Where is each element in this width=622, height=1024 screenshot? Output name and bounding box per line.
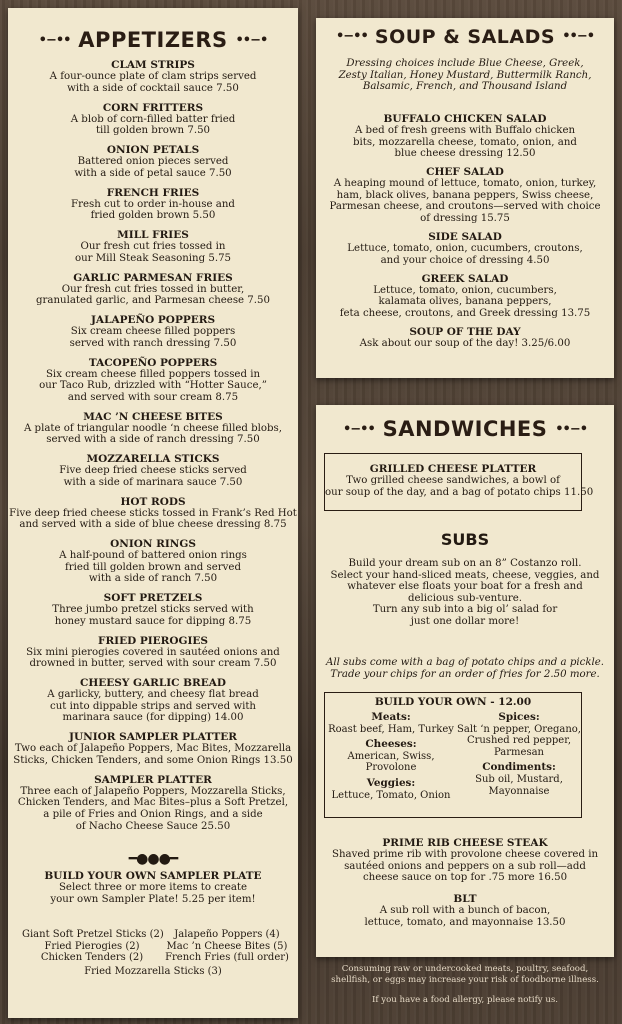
item-description bbox=[8, 199, 298, 222]
item-description bbox=[8, 114, 298, 137]
menu-item bbox=[8, 496, 298, 531]
desc-line: American, Swiss, bbox=[347, 750, 435, 762]
item-description bbox=[8, 241, 298, 264]
desc-line: Lettuce, tomato, onion, cucumbers, bbox=[373, 284, 557, 296]
desc-line: Chicken Tenders (2) bbox=[40, 952, 144, 964]
menu-item bbox=[8, 411, 298, 446]
sampler-options-col2 bbox=[160, 929, 294, 964]
desc-line: our soup of the day, and a bag of potato chips 11.50 bbox=[325, 486, 594, 498]
item-name: GARLIC PARMESAN FRIES bbox=[73, 271, 233, 284]
desc-line: Three each of Jalapeño Poppers, Mozzarella Sticks, bbox=[20, 785, 286, 797]
item-name: JUNIOR SAMPLER PLATTER bbox=[68, 731, 237, 744]
desc-line: Six cream cheese filled poppers bbox=[70, 326, 236, 337]
desc-line: Sub oil, Mustard, bbox=[475, 773, 563, 785]
desc-line: A bed of fresh greens with Buffalo chicken bbox=[354, 125, 576, 136]
menu-item bbox=[8, 453, 298, 488]
spices-list bbox=[457, 724, 581, 759]
desc-line: kalamata olives, banana peppers, bbox=[378, 296, 552, 308]
item-name: ONION RINGS bbox=[110, 538, 196, 551]
desc-line: Roast beef, Ham, Turkey bbox=[328, 723, 454, 735]
desc-line: Sticks, Chicken Tenders, and some Onion Rings 13.50 bbox=[13, 754, 293, 766]
item-description bbox=[316, 338, 614, 350]
item-name: SOUP OF THE DAY bbox=[409, 326, 521, 339]
desc-line: Giant Soft Pretzel Sticks (2) bbox=[22, 929, 164, 940]
desc-line: and served with a side of blue cheese dressing 8.75 bbox=[19, 519, 287, 531]
ornament-left: •−•• bbox=[38, 33, 71, 48]
ornament-right: ••−• bbox=[235, 33, 268, 48]
item-description bbox=[316, 125, 614, 160]
blt bbox=[316, 893, 614, 928]
desc-line: granulated garlic, and Parmesan cheese 7.50 bbox=[36, 295, 270, 307]
sampler-build-desc bbox=[8, 882, 298, 905]
food-safety-warning bbox=[316, 964, 614, 985]
desc-line: delicious sub-venture. bbox=[407, 592, 523, 604]
grilled-cheese-platter bbox=[325, 463, 594, 498]
desc-line: Battered onion pieces served bbox=[77, 156, 229, 167]
item-description bbox=[8, 786, 298, 832]
menu-item bbox=[8, 731, 298, 766]
desc-line: A garlicky, buttery, and cheesy flat bread bbox=[47, 689, 259, 701]
desc-line: lettuce, tomato, and mayonnaise 13.50 bbox=[364, 916, 566, 928]
desc-line: A half-pound of battered onion rings bbox=[59, 550, 247, 562]
menu-item bbox=[316, 166, 614, 224]
menu-item bbox=[8, 357, 298, 404]
build-your-own-sampler bbox=[8, 870, 298, 905]
item-name: CHEESY GARLIC BREAD bbox=[79, 677, 227, 690]
menu-item bbox=[8, 144, 298, 179]
byo-left-column bbox=[327, 712, 455, 801]
item-description bbox=[8, 71, 298, 94]
sampler-options-col1 bbox=[22, 929, 162, 964]
desc-line: Chicken Tenders, and Mac Bites–plus a Soft Pretzel, bbox=[17, 797, 289, 809]
desc-line: with a side of cocktail sauce 7.50 bbox=[67, 82, 239, 94]
desc-line: drowned in butter, served with sour cream 7.50 bbox=[29, 658, 277, 670]
ornament-left: •−•• bbox=[342, 422, 375, 437]
desc-line: A blob of corn-filled batter fried bbox=[70, 113, 236, 125]
desc-line: fried golden brown 5.50 bbox=[90, 210, 216, 222]
menu-item bbox=[316, 273, 614, 320]
blt-desc bbox=[316, 905, 614, 928]
desc-line: Fresh cut to order in-house and bbox=[71, 198, 235, 210]
desc-line: Zesty Italian, Honey Mustard, Buttermilk Ranch, bbox=[338, 69, 592, 81]
item-name: CORN FRITTERS bbox=[102, 101, 204, 114]
menu-item bbox=[8, 592, 298, 627]
item-description bbox=[8, 284, 298, 307]
item-name: SOFT PRETZELS bbox=[103, 592, 203, 605]
desc-line: with a side of petal sauce 7.50 bbox=[74, 167, 232, 179]
desc-line: ham, black olives, banana peppers, Swiss cheese, bbox=[336, 189, 594, 201]
desc-line: served with a side of ranch dressing 7.50 bbox=[46, 434, 260, 446]
meats-list bbox=[327, 724, 455, 736]
desc-line: served with ranch dressing 7.50 bbox=[69, 337, 237, 349]
item-description bbox=[8, 369, 298, 404]
desc-line: A four-ounce plate of clam strips served bbox=[49, 71, 257, 82]
sandwiches-panel bbox=[316, 405, 614, 957]
item-name: TACOPEÑO POPPERS bbox=[88, 356, 218, 369]
desc-line: Fried Pierogies (2) bbox=[44, 940, 140, 952]
subs-note bbox=[322, 657, 608, 680]
item-name: CHEF SALAD bbox=[426, 166, 504, 179]
soup-salads-panel bbox=[316, 18, 614, 378]
desc-line: Our fresh cut fries tossed in bbox=[80, 241, 226, 252]
blt-name: BLT bbox=[453, 893, 477, 905]
desc-line: cheese sauce on top for .75 more 16.50 bbox=[362, 872, 568, 884]
prime-rib-cheese-steak bbox=[316, 837, 614, 884]
item-name: GREEK SALAD bbox=[421, 272, 509, 285]
desc-line: of dressing 15.75 bbox=[420, 213, 510, 225]
desc-line: Six mini pierogies covered in sautéed onions and bbox=[26, 646, 280, 658]
desc-line: Two grilled cheese sandwiches, a bowl of bbox=[346, 475, 560, 486]
desc-line: A sub roll with a bunch of bacon, bbox=[379, 905, 551, 916]
desc-line: Three jumbo pretzel sticks served with bbox=[52, 604, 254, 616]
desc-line: Lettuce, tomato, onion, cucumbers, croutons, bbox=[347, 243, 583, 255]
item-description bbox=[8, 326, 298, 349]
menu-item bbox=[8, 102, 298, 137]
meats-heading: Meats: bbox=[371, 711, 411, 723]
desc-line: Salt ‘n pepper, Oregano, bbox=[457, 723, 581, 735]
item-description bbox=[8, 508, 298, 531]
sandwiches-title: SANDWICHES bbox=[382, 417, 548, 441]
allergy-notice: If you have a food allergy, please notify us. bbox=[371, 995, 559, 1005]
menu-item bbox=[8, 187, 298, 222]
desc-line: Build your dream sub on an 8” Costanzo roll. bbox=[348, 558, 582, 569]
desc-line: Balsamic, French, and Thousand Island bbox=[362, 81, 568, 93]
item-description bbox=[8, 743, 298, 766]
desc-line: Consuming raw or undercooked meats, poultry, seafood, bbox=[341, 964, 589, 974]
desc-line: Turn any sub into a big ol’ salad for bbox=[372, 604, 558, 616]
subs-description bbox=[316, 558, 614, 628]
desc-line: Lettuce, Tomato, Onion bbox=[331, 789, 451, 801]
subs-title: SUBS bbox=[440, 530, 490, 549]
desc-line: with a side of marinara sauce 7.50 bbox=[63, 476, 243, 488]
desc-line: just one dollar more! bbox=[410, 615, 520, 627]
desc-line: French Fries (full order) bbox=[165, 952, 289, 964]
sampler-build-name: BUILD YOUR OWN SAMPLER PLATE bbox=[44, 870, 262, 882]
soup-heading bbox=[316, 26, 614, 48]
desc-line: Trade your chips for an order of fries for 2.50 more. bbox=[330, 668, 600, 680]
desc-line: A heaping mound of lettuce, tomato, onion, turkey, bbox=[333, 178, 597, 190]
menu-item bbox=[8, 272, 298, 307]
item-name: CLAM STRIPS bbox=[111, 59, 195, 71]
item-name: MILL FRIES bbox=[117, 229, 189, 241]
desc-line: cut into dippable strips and served with bbox=[50, 700, 256, 712]
grilled-cheese-box bbox=[324, 453, 594, 511]
desc-line: Five deep fried cheese sticks tossed in Frank’s Red Hot bbox=[9, 507, 297, 519]
desc-line: Shaved prime rib with provolone cheese covered in bbox=[331, 849, 599, 860]
desc-line: and served with sour cream 8.75 bbox=[67, 391, 239, 403]
prime-rib-name: PRIME RIB CHEESE STEAK bbox=[382, 837, 548, 849]
menu-item bbox=[316, 113, 614, 160]
desc-line: Provolone bbox=[365, 762, 417, 774]
prime-rib-desc bbox=[316, 849, 614, 884]
desc-line: All subs come with a bag of potato chips and a pickle. bbox=[325, 657, 605, 668]
sampler-option-last: Fried Mozzarella Sticks (3) bbox=[84, 966, 222, 977]
desc-line: Five deep fried cheese sticks served bbox=[59, 465, 247, 477]
item-name: HOT RODS bbox=[120, 495, 186, 508]
item-description bbox=[8, 689, 298, 724]
veggies-heading: Veggies: bbox=[366, 776, 416, 789]
item-name: FRIED PIEROGIES bbox=[97, 634, 208, 647]
grilled-cheese-desc bbox=[325, 475, 594, 498]
desc-line: and your choice of dressing 4.50 bbox=[380, 254, 550, 266]
desc-line: our Taco Rub, drizzled with “Hotter Sauce,” bbox=[39, 380, 267, 392]
byo-sub-title: BUILD YOUR OWN - 12.00 bbox=[374, 696, 532, 708]
desc-line: Crushed red pepper, bbox=[466, 735, 572, 747]
desc-line: Ask about our soup of the day! 3.25/6.00 bbox=[359, 338, 571, 350]
desc-line: shellfish, or eggs may increase your risk of foodborne illness. bbox=[331, 974, 599, 985]
menu-item bbox=[316, 326, 614, 350]
spices-heading: Spices: bbox=[498, 711, 540, 723]
item-name: SAMPLER PLATTER bbox=[94, 773, 212, 786]
ornament-right: ••−• bbox=[555, 422, 588, 437]
item-name: MOZZARELLA STICKS bbox=[86, 453, 220, 466]
sandwiches-heading bbox=[316, 417, 614, 441]
desc-line: sautéed onions and peppers on a sub roll—add bbox=[344, 860, 586, 872]
desc-line: till golden brown 7.50 bbox=[95, 125, 211, 137]
desc-line: marinara sauce (for dipping) 14.00 bbox=[62, 712, 244, 724]
desc-line: Parmesan bbox=[494, 746, 544, 758]
menu-item bbox=[8, 538, 298, 585]
desc-line: Six cream cheese filled poppers tossed in bbox=[45, 368, 261, 380]
desc-line: Mayonnaise bbox=[488, 785, 550, 797]
byo-right-column bbox=[457, 712, 581, 797]
desc-line: your own Sampler Plate! 5.25 per item! bbox=[50, 893, 256, 905]
item-name: BUFFALO CHICKEN SALAD bbox=[383, 113, 547, 125]
condiments-heading: Condiments: bbox=[482, 761, 556, 774]
item-name: MAC ’N CHEESE BITES bbox=[83, 410, 223, 423]
grilled-cheese-name: GRILLED CHEESE PLATTER bbox=[369, 463, 537, 475]
menu-item bbox=[316, 231, 614, 266]
menu-item bbox=[8, 774, 298, 832]
cheeses-list bbox=[327, 751, 455, 774]
menu-item bbox=[8, 677, 298, 724]
item-description bbox=[316, 285, 614, 320]
divider-ornament: ━●●●━ bbox=[128, 851, 178, 867]
condiments-list bbox=[457, 774, 581, 797]
desc-line: of Nacho Cheese Sauce 25.50 bbox=[75, 820, 231, 832]
ornament-right: ••−• bbox=[562, 29, 595, 44]
veggies-list bbox=[327, 790, 455, 802]
desc-line: our Mill Steak Seasoning 5.75 bbox=[74, 252, 232, 264]
desc-line: bits, mozzarella cheese, tomato, onion, and bbox=[353, 136, 577, 148]
item-description bbox=[8, 647, 298, 670]
desc-line: a pile of Fries and Onion Rings, and a side bbox=[43, 808, 263, 820]
cheeses-heading: Cheeses: bbox=[365, 738, 417, 751]
item-description bbox=[8, 465, 298, 488]
desc-line: blue cheese dressing 12.50 bbox=[394, 148, 536, 160]
desc-line: with a side of ranch 7.50 bbox=[88, 573, 218, 585]
desc-line: whatever else floats your boat for a fresh and bbox=[347, 581, 583, 593]
item-description bbox=[8, 550, 298, 585]
ornament-left: •−•• bbox=[335, 29, 368, 44]
desc-line: honey mustard sauce for dipping 8.75 bbox=[54, 615, 252, 627]
desc-line: feta cheese, croutons, and Greek dressing 13.75 bbox=[339, 308, 591, 320]
soup-title: SOUP & SALADS bbox=[374, 26, 556, 48]
item-description bbox=[316, 243, 614, 266]
desc-line: Jalapeño Poppers (4) bbox=[174, 929, 280, 940]
menu-item bbox=[8, 59, 298, 94]
item-name: JALAPEÑO POPPERS bbox=[90, 314, 216, 326]
appetizers-title: APPETIZERS bbox=[78, 28, 228, 52]
item-name: SIDE SALAD bbox=[428, 231, 502, 244]
desc-line: Our fresh cut fries tossed in butter, bbox=[61, 283, 245, 295]
build-your-own-sub-box bbox=[324, 692, 582, 818]
desc-line: Two each of Jalapeño Poppers, Mac Bites, Mozzarella bbox=[14, 743, 292, 755]
appetizers-heading bbox=[8, 28, 298, 52]
desc-line: Dressing choices include Blue Cheese, Greek, bbox=[346, 58, 584, 69]
item-description bbox=[8, 156, 298, 179]
desc-line: Mac ’n Cheese Bites (5) bbox=[166, 940, 288, 952]
desc-line: Select three or more items to create bbox=[58, 882, 248, 893]
item-description bbox=[316, 178, 614, 224]
desc-line: Parmesan cheese, and croutons—served with choice bbox=[329, 201, 601, 213]
menu-item bbox=[8, 314, 298, 349]
desc-line: fried till golden brown and served bbox=[65, 561, 241, 573]
appetizers-panel bbox=[8, 8, 298, 1018]
item-description bbox=[8, 604, 298, 627]
desc-line: A plate of triangular noodle ‘n cheese filled blobs, bbox=[23, 422, 283, 434]
menu-item bbox=[8, 229, 298, 264]
desc-line: Select your hand-sliced meats, cheese, veggies, and bbox=[330, 569, 600, 581]
item-name: FRENCH FRIES bbox=[106, 186, 200, 199]
item-description bbox=[8, 423, 298, 446]
menu-item bbox=[8, 635, 298, 670]
item-name: ONION PETALS bbox=[106, 144, 200, 156]
dressing-choices bbox=[322, 58, 608, 93]
